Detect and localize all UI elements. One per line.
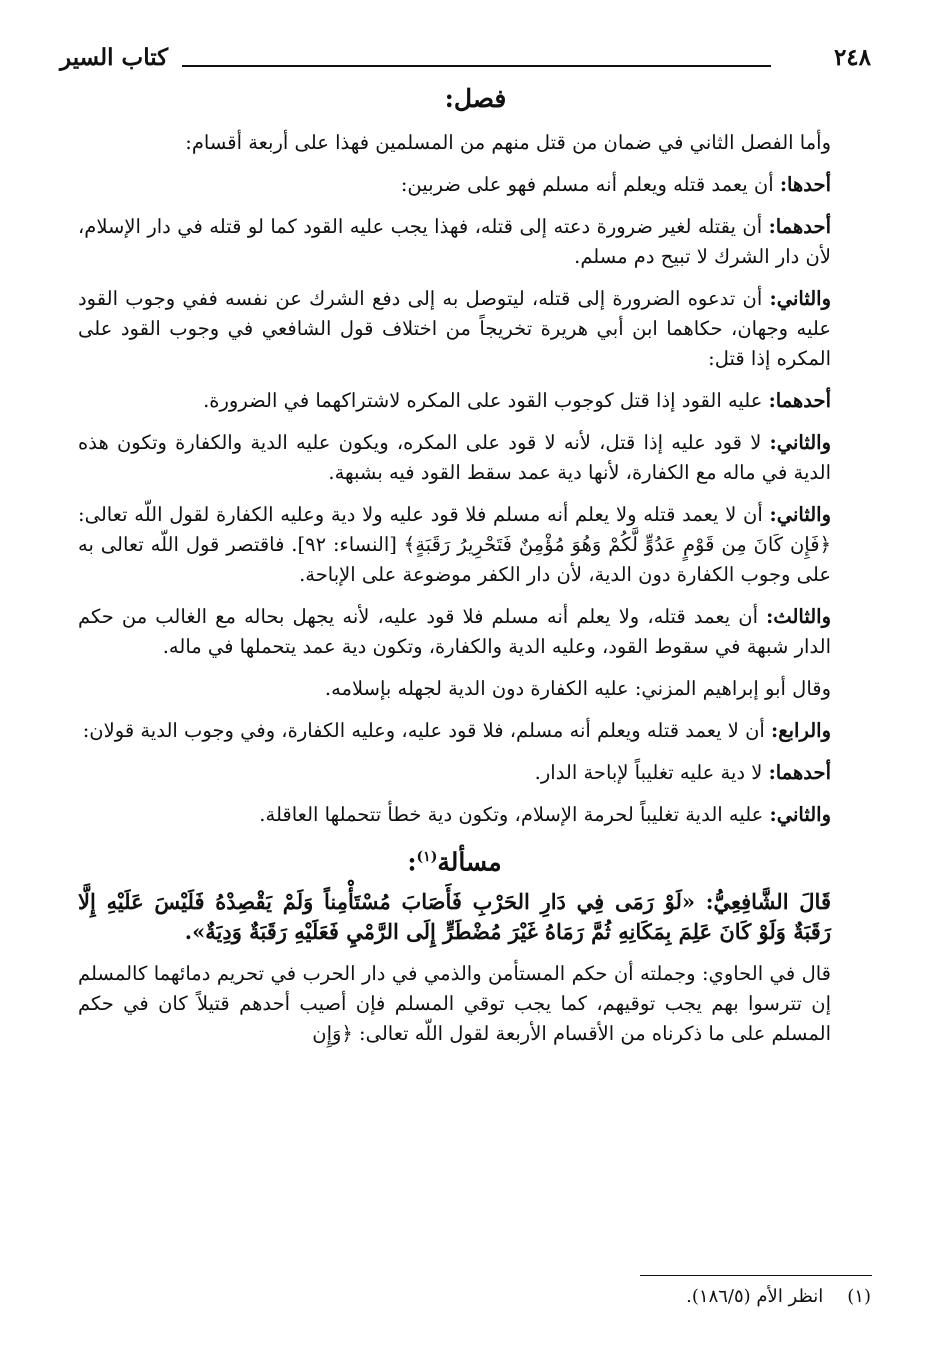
running-header bbox=[60, 44, 891, 80]
paragraph-case-1 bbox=[78, 170, 831, 200]
paragraph-opinion-2 bbox=[78, 428, 831, 488]
masala-heading bbox=[78, 842, 831, 877]
paragraph-text: عليه الدية تغليباً لحرمة الإسلام، وتكون دية خطأ تتحملها العاقلة. bbox=[259, 803, 770, 826]
paragraph-text: لا دية عليه تغليباً لإباحة الدار. bbox=[534, 761, 769, 784]
shafii-quote: قَالَ الشَّافِعِيُّ: «لَوْ رَمَى فِي دَارِ الحَرْبِ فَأَصَابَ مُسْتَأْمِناً وَلَمْ يَقْصِدْهُ فَلَيْسَ عَلَيْهِ إِلَّا رَقَبَةٌ وَلَوْ كَانَ عَلِمَ بِمَكَانِهِ ثُمَّ رَمَاهُ غَيْرَ مُضْطَرٍّ إِلَى الرَّمْيِ فَعَلَيْهِ رَقَبَةٌ وَدِيَةٌ». bbox=[78, 889, 831, 945]
paragraph-text: وأما الفصل الثاني في ضمان من قتل منهم من المسلمين فهذا على أربعة أقسام: bbox=[185, 131, 831, 154]
page-number: ٢٤٨ bbox=[833, 44, 871, 71]
book-title: كتاب السير bbox=[60, 44, 169, 71]
paragraph-lead: والثالث: bbox=[766, 605, 831, 628]
paragraph-lead: أحدهما: bbox=[768, 761, 831, 784]
paragraph-lead: والثاني: bbox=[769, 803, 831, 826]
paragraph-case-1b bbox=[78, 284, 831, 374]
paragraph-text: وقال أبو إبراهيم المزني: عليه الكفارة دون الدية لجهله بإسلامه. bbox=[324, 677, 831, 700]
footnote-text: انظر الأم (١٨٦/٥). bbox=[686, 1286, 824, 1307]
masala-title: مسألة bbox=[437, 847, 502, 877]
main-text bbox=[78, 128, 831, 1061]
paragraph-lead: والثاني: bbox=[769, 431, 831, 454]
footnote-reference[interactable]: (١) bbox=[416, 849, 438, 865]
paragraph-text: أن يعمد قتله ويعلم أنه مسلم فهو على ضربين: bbox=[400, 173, 780, 196]
paragraph-qawl-1 bbox=[78, 758, 831, 788]
hawi-paragraph: قال في الحاوي: وجملته أن حكم المستأمن والذمي في دار الحرب في تحريم دمائهما كالمسلم إن تترسوا بهم يجب توقيهم، كما يجب توقي المسلم فإن أصيب أحدهم قتيلاً كان في حكم المسلم على ما ذكرناه من الأقسام الأربعة لقول اللّه تعالى: ﴿وَإِن bbox=[78, 962, 831, 1046]
footnote-number: (١) bbox=[847, 1286, 871, 1307]
paragraph-lead: أحدها: bbox=[779, 173, 831, 196]
paragraph-lead: والثاني: bbox=[769, 503, 831, 526]
paragraph-case-1a bbox=[78, 212, 831, 272]
paragraph-text: أن تدعوه الضرورة إلى قتله، ليتوصل به إلى دفع الشرك عن نفسه ففي وجوب القود عليه وجهان، حكاهما ابن أبي هريرة تخريجاً من اختلاف قول الشافعي في وجوب القود على المكره إذا قتل: bbox=[78, 287, 831, 370]
paragraph-text: أن يقتله لغير ضرورة دعته إلى قتله، فهذا يجب عليه القود كما لو قتله في دار الإسلام، لأن دار الشرك لا تبيح دم مسلم. bbox=[78, 215, 831, 268]
paragraph-text: لا قود عليه إذا قتل، لأنه لا قود على المكره، ويكون عليه الدية والكفارة وتكون هذه الدية في ماله مع الكفارة، لأنها دية عمد سقط القود فيه بشبهة. bbox=[78, 431, 831, 484]
masala-colon: : bbox=[407, 847, 417, 877]
paragraph-qawl-2 bbox=[78, 800, 831, 830]
paragraph-text: أن لا يعمد قتله ويعلم أنه مسلم، فلا قود عليه، وعليه الكفارة، وفي وجوب الدية قولان: bbox=[82, 719, 772, 742]
paragraph-text: عليه القود إذا قتل كوجوب القود على المكره لاشتراكهما في الضرورة. bbox=[203, 389, 769, 412]
paragraph-lead: والثاني: bbox=[769, 287, 831, 310]
paragraph-case-4 bbox=[78, 716, 831, 746]
footnote bbox=[686, 1286, 871, 1307]
section-heading: فصل: bbox=[444, 84, 507, 113]
paragraph-text: أن يعمد قتله، ولا يعلم أنه مسلم فلا قود عليه، لأنه يجهل بحاله مع الغالب من حكم الدار شبهة في سقوط القود، وعليه الدية والكفارة، وتكون دية عمد يتحملها في ماله. bbox=[78, 605, 831, 658]
paragraph-muzani bbox=[78, 674, 831, 704]
header-rule bbox=[182, 65, 771, 67]
paragraph-lead: والرابع: bbox=[771, 719, 831, 742]
paragraph-text: أن لا يعمد قتله ولا يعلم أنه مسلم فلا قود عليه ولا دية وعليه الكفارة لقول اللّه تعالى: ﴿فَإِن كَانَ مِن قَوْمٍ عَدُوٍّ لَّكُمْ وَهُوَ مُؤْمِنٌ فَتَحْرِيرُ رَقَبَةٍ﴾ [النساء: ٩٢]. فاقتصر قول اللّه تعالى به على وجوب الكفارة دون الدية، لأن دار الكفر موضوعة على الإباحة. bbox=[78, 503, 831, 586]
paragraph-lead: أحدهما: bbox=[768, 389, 831, 412]
paragraph-intro bbox=[78, 128, 831, 158]
paragraph-lead: أحدهما: bbox=[768, 215, 831, 238]
footnote-rule bbox=[640, 1275, 872, 1276]
paragraph-case-2 bbox=[78, 500, 831, 590]
paragraph-case-3 bbox=[78, 602, 831, 662]
paragraph-opinion-1 bbox=[78, 386, 831, 416]
